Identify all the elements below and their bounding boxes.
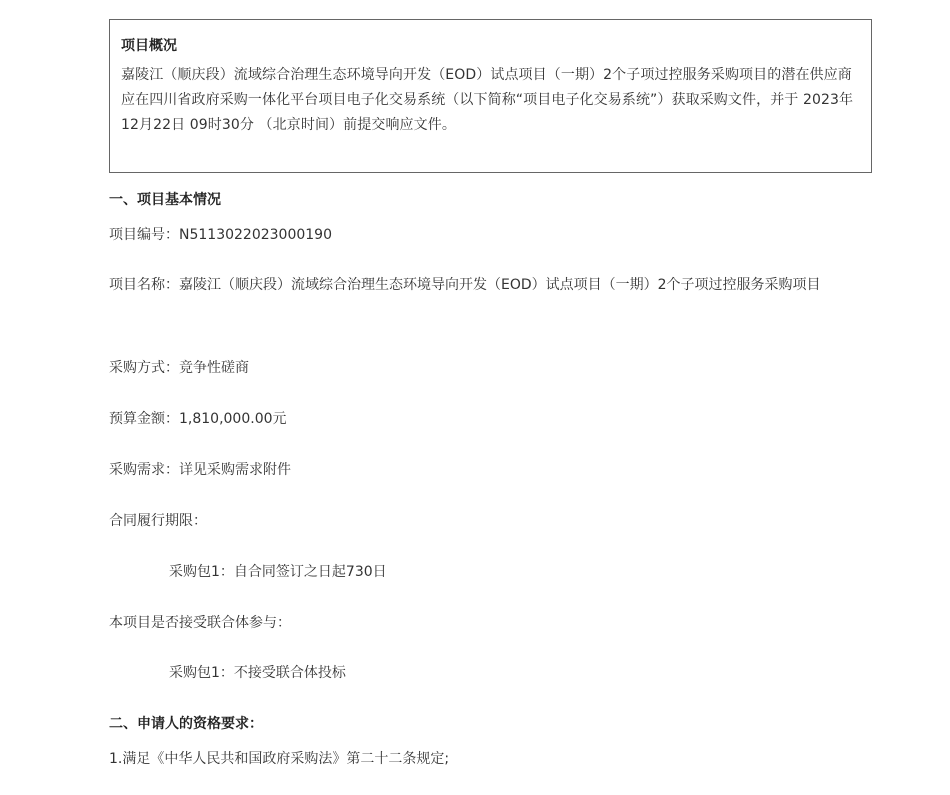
qualification-item-1: 1.满足《中华人民共和国政府采购法》第二十二条规定; <box>109 751 450 767</box>
budget-amount: 预算金额：1,810,000.00元 <box>109 411 287 427</box>
project-name: 项目名称：嘉陵江（顺庆段）流域综合治理生态环境导向开发（EOD）试点项目（一期）2个子项过控服务采购项目 <box>109 277 821 293</box>
overview-text: 嘉陵江（顺庆段）流域综合治理生态环境导向开发（EOD）试点项目（一期）2个子项过控服务采购项目的潜在供应商应在四川省政府采购一体化平台项目电子化交易系统（以下简称“项目电子化交易系统”）获取采购文件，并于 2023年12月22日 09时30分 （北京时间）前提交响应文件。 <box>121 67 854 133</box>
consortium-label: 本项目是否接受联合体参与： <box>109 615 291 631</box>
contract-period-label: 合同履行期限： <box>109 513 207 529</box>
consortium-package: 采购包1：不接受联合体投标 <box>169 665 346 681</box>
overview-title: 项目概况 <box>121 38 177 54</box>
project-number: 项目编号：N5113022023000190 <box>109 227 332 243</box>
contract-period-package: 采购包1：自合同签订之日起730日 <box>169 564 387 580</box>
project-overview-box <box>109 19 872 173</box>
section-1-heading: 一、项目基本情况 <box>109 192 221 208</box>
procurement-method: 采购方式：竞争性磋商 <box>109 360 249 376</box>
section-2-heading: 二、申请人的资格要求： <box>109 716 263 732</box>
procurement-demand: 采购需求：详见采购需求附件 <box>109 462 291 478</box>
